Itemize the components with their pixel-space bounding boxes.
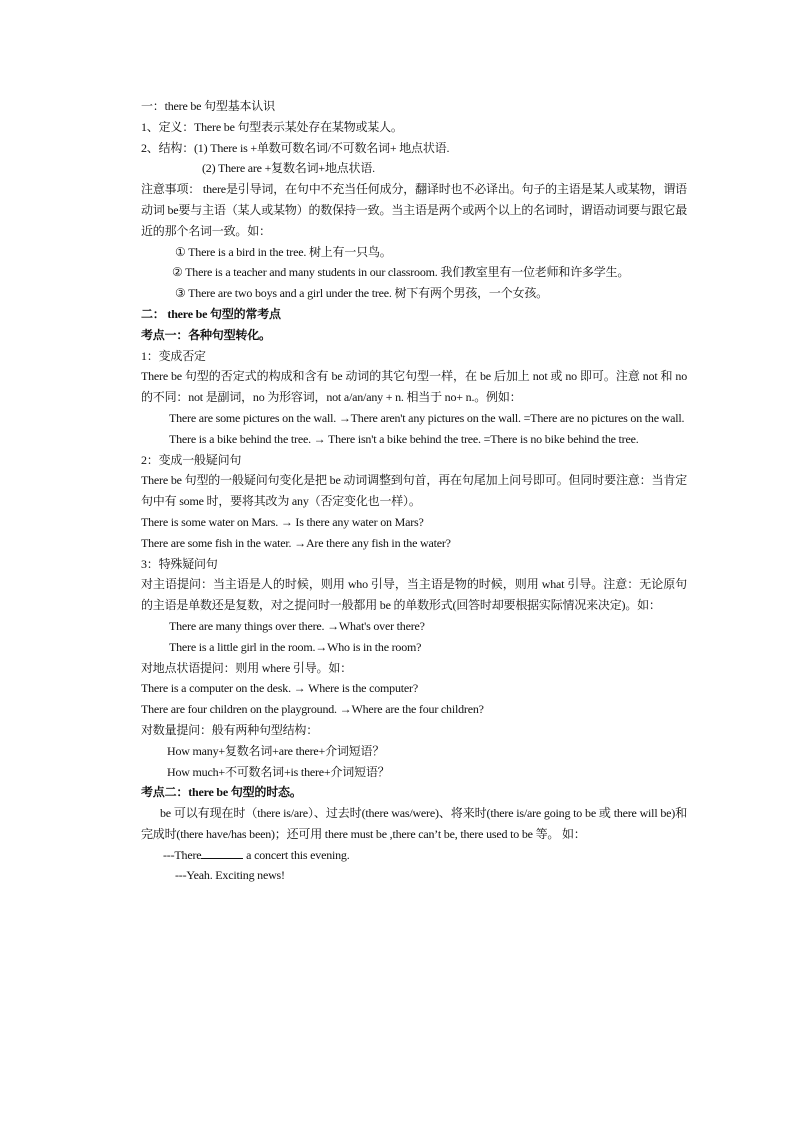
answer-blank[interactable] [201,848,243,859]
quantity-pattern-2: How much+不可数名词+is there+介词短语？ [167,764,390,779]
dialogue-prefix: ---There [163,847,202,862]
negative-example-1: There are some pictures on the wall. →There aren't any pictures on the wall. =There are no pictures on the wall. [169,410,685,425]
negative-paragraph: There be 句型的否定式的构成和含有 be 动词的其它句型一样，在 be 后加上 not 或 no 即可。注意 not 和 no 的不同：not 是副词，no 为形容词，not a/an/any + n. 相当于 no+ n.。例如： [141,369,687,405]
dialogue-suffix: a concert this evening. [243,847,350,862]
dialogue-line-2: ---Yeah. Exciting news! [175,868,285,883]
structure-line-1: 2、结构：(1) There is +单数可数名词/不可数名词+ 地点状语. [141,140,450,155]
question-paragraph: There be 句型的一般疑问句变化是把 be 动词调整到句首，再在句尾加上问号即可。但同时要注意：当肯定句中有 some 时，要将其改为 any（否定变化也一样）。 [141,473,687,509]
key-point-2-heading: 考点二：there be 句型的时态。 [141,785,302,800]
subheading-special-question: 3：特殊疑问句 [141,556,218,571]
quantity-question-line: 对数量提问：般有两种句型结构： [141,722,319,737]
document-page [141,96,687,886]
question-example-1: There is some water on Mars. → Is there any water on Mars? [141,514,424,529]
subject-example-1: There are many things over there. →What's over there? [169,618,425,633]
place-question-line: 对地点状语提问：则用 where 引导。如： [141,660,352,675]
subject-example-2: There is a little girl in the room.→Who is in the room? [169,639,422,654]
dialogue-line-1 [141,845,687,866]
notes-paragraph: 注意事项： there是引导词，在句中不充当任何成分，翻译时也不必译出。句子的主语是某人或某物，谓语动词 be要与主语（某人或某物）的数保持一致。当主语是两个或两个以上的名词时，谓语动词要与跟它最近的那个名词一致。如： [141,182,687,238]
place-example-2: There are four children on the playground. →Where are the four children? [141,702,484,717]
section-heading-2: 二： there be 句型的常考点 [141,306,281,321]
negative-example-2: There is a bike behind the tree. → There isn't a bike behind the tree. =There is no bike behind the tree. [169,431,639,446]
example-3: ③ There are two boys and a girl under the tree. 树下有两个男孩，一个女孩。 [175,286,548,301]
subject-question-paragraph: 对主语提问：当主语是人的时候，则用 who 引导，当主语是物的时候，则用 what 引导。注意：无论原句的主语是单数还是复数，对之提问时一般都用 be 的单数形式(回答时却要根据实际情况来决定)。如： [141,577,687,613]
tense-paragraph: be 可以有现在时（there is/are）、过去时(there was/were)、将来时(there is/are going to be 或 there will be)和完成时(there have/has been)；还可用 there must be ,there can’t be, there used to be 等。 如： [141,806,687,841]
subheading-negative: 1：变成否定 [141,348,206,363]
structure-line-2: (2) There are +复数名词+地点状语. [202,161,375,176]
place-example-1: There is a computer on the desk. → Where is the computer? [141,681,418,696]
example-2: ② There is a teacher and many students in our classroom. 我们教室里有一位老师和许多学生。 [172,265,630,280]
definition-line: 1、定义：There be 句型表示某处存在某物或某人。 [141,119,403,134]
example-1: ① There is a bird in the tree. 树上有一只鸟。 [175,244,392,259]
question-example-2: There are some fish in the water. →Are there any fish in the water? [141,535,451,550]
subheading-question: 2：变成一般疑问句 [141,452,242,467]
quantity-pattern-1: How many+复数名词+are there+介词短语？ [167,743,385,758]
key-point-1-heading: 考点一：各种句型转化。 [141,327,271,342]
section-heading-1: 一：there be 句型基本认识 [141,99,275,113]
